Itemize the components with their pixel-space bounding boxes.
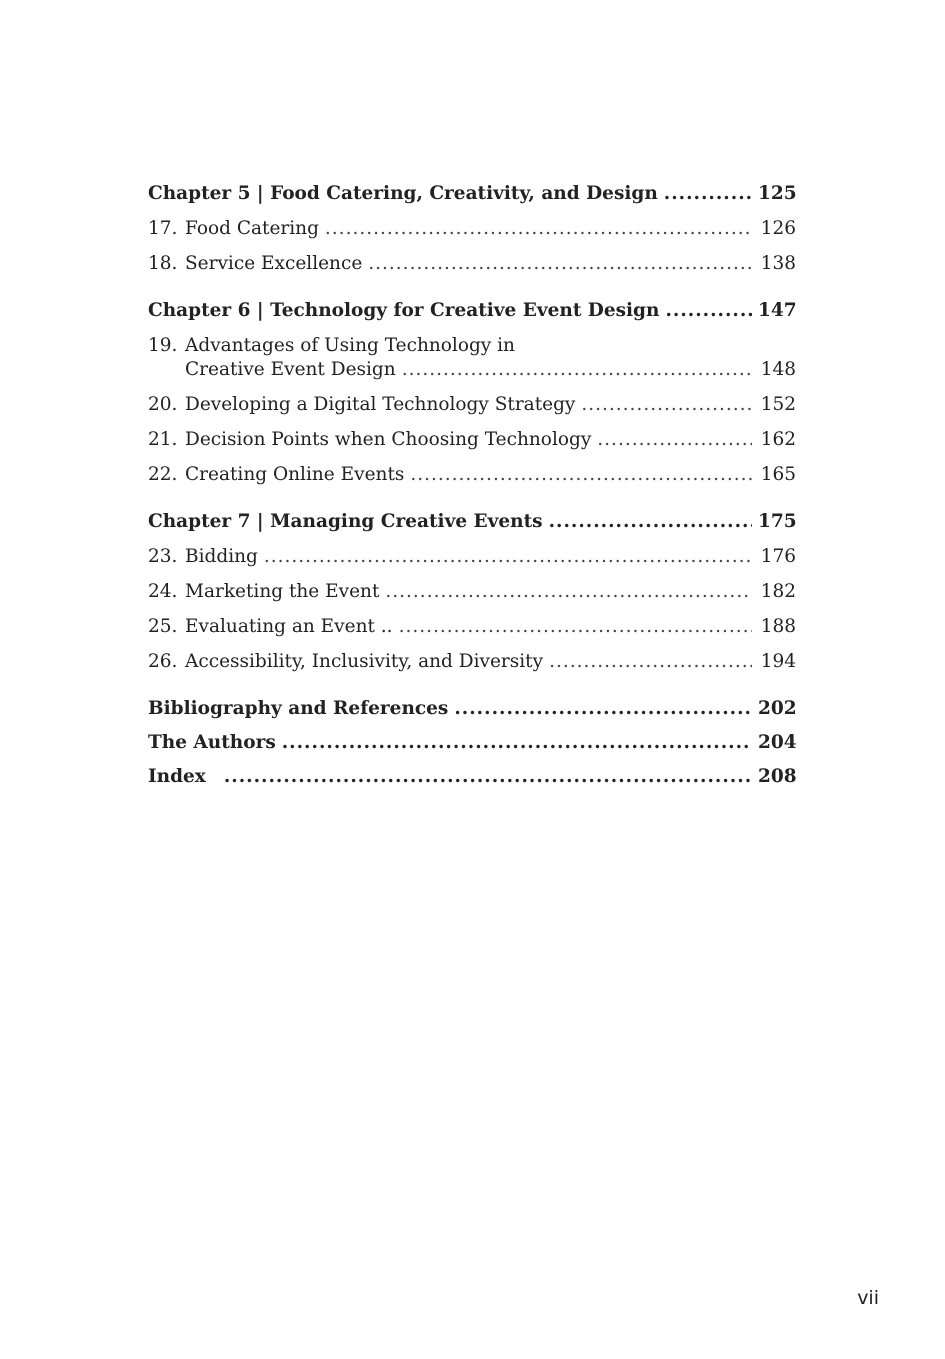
back-matter-title: Bibliography and References (148, 698, 449, 719)
page-number: 176 (760, 546, 796, 567)
entry-number: 22. (148, 464, 178, 485)
table-of-contents (148, 182, 796, 789)
toc-entry-23[interactable] (148, 545, 796, 569)
entry-title: Decision Points when Choosing Technology (185, 429, 592, 450)
page-number: 182 (760, 581, 796, 602)
page-number: 148 (760, 359, 796, 380)
entry-number: 24. (148, 581, 178, 602)
chapter-title: Chapter 5 | Food Catering, Creativity, and Design (148, 183, 658, 204)
chapter-title: Chapter 6 | Technology for Creative Event Design (148, 300, 660, 321)
dot-leader (549, 650, 752, 674)
entry-number: 18. (148, 253, 178, 274)
chapter-title: Chapter 7 | Managing Creative Events (148, 511, 543, 532)
toc-entry-19[interactable] (148, 334, 796, 382)
entry-title: Creating Online Events (185, 464, 405, 485)
entry-title: Evaluating an Event .. (185, 616, 393, 637)
toc-chapter-7[interactable] (148, 510, 796, 534)
entry-title: Service Excellence (185, 253, 363, 274)
entry-number: 23. (148, 546, 178, 567)
page-number: 188 (760, 616, 796, 637)
toc-index[interactable] (148, 765, 796, 789)
entry-number: 20. (148, 394, 178, 415)
back-matter-title: The Authors (148, 732, 276, 753)
page-number: 204 (758, 732, 797, 753)
entry-title: Food Catering (185, 218, 319, 239)
dot-leader (282, 731, 752, 755)
toc-entry-25[interactable] (148, 615, 796, 639)
toc-entry-21[interactable] (148, 428, 796, 452)
toc-entry-26[interactable] (148, 650, 796, 674)
dot-leader (410, 463, 752, 487)
dot-leader (399, 615, 752, 639)
dot-leader (385, 580, 752, 604)
entry-number: 25. (148, 616, 178, 637)
page-number: 147 (758, 300, 797, 321)
page-number: 126 (760, 218, 796, 239)
entry-title: Creative Event Design (185, 359, 396, 380)
dot-leader (665, 299, 752, 323)
page-number: 202 (758, 698, 797, 719)
dot-leader (664, 182, 752, 206)
page-number: 194 (760, 651, 796, 672)
dot-leader (325, 217, 752, 241)
dot-leader (264, 545, 752, 569)
dot-leader (549, 510, 752, 534)
page-number: 138 (760, 253, 796, 274)
entry-title-line1: Advantages of Using Technology in (185, 335, 515, 356)
entry-title: Bidding (185, 546, 258, 567)
dot-leader (597, 428, 752, 452)
toc-entry-18[interactable] (148, 252, 796, 276)
page-folio: vii (857, 1287, 879, 1309)
dot-leader (402, 358, 752, 382)
entry-number: 19. (148, 335, 178, 356)
dot-leader (224, 765, 752, 789)
toc-chapter-5[interactable] (148, 182, 796, 206)
dot-leader (581, 393, 752, 417)
page-number: 165 (760, 464, 796, 485)
toc-bibliography[interactable] (148, 697, 796, 721)
toc-entry-24[interactable] (148, 580, 796, 604)
dot-leader (454, 697, 752, 721)
entry-title: Accessibility, Inclusivity, and Diversity (185, 651, 544, 672)
entry-number: 26. (148, 651, 178, 672)
toc-entry-22[interactable] (148, 463, 796, 487)
page-number: 162 (760, 429, 796, 450)
toc-entry-17[interactable] (148, 217, 796, 241)
back-matter-title: Index (148, 766, 206, 787)
entry-title: Marketing the Event (185, 581, 380, 602)
page-number: 125 (758, 183, 797, 204)
entry-title: Developing a Digital Technology Strategy (185, 394, 576, 415)
toc-chapter-6[interactable] (148, 299, 796, 323)
page-number: 175 (758, 511, 797, 532)
toc-entry-20[interactable] (148, 393, 796, 417)
page-number: 152 (760, 394, 796, 415)
dot-leader (368, 252, 752, 276)
toc-the-authors[interactable] (148, 731, 796, 755)
entry-number: 21. (148, 429, 178, 450)
page-number: 208 (758, 766, 797, 787)
entry-number: 17. (148, 218, 178, 239)
